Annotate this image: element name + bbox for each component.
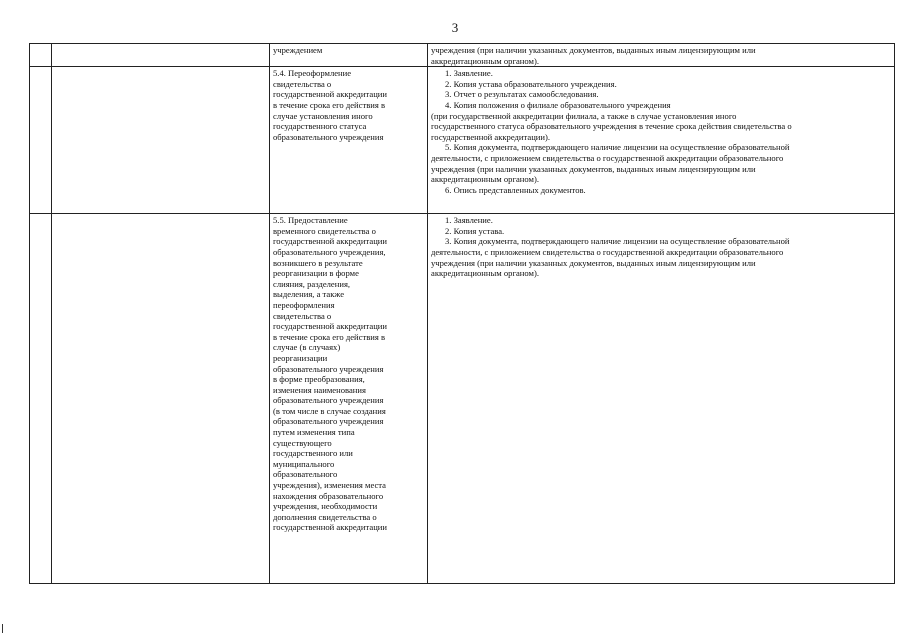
service-line: образовательного	[273, 469, 338, 480]
document-line: 1. Заявление.	[445, 68, 493, 79]
service-line: существующего	[273, 437, 332, 448]
document-line: 4. Копия положения о филиале образовательного учреждения	[445, 99, 671, 110]
document-line: 2. Копия устава образовательного учреждения.	[445, 78, 617, 89]
service-line: (в том числе в случае создания	[273, 405, 386, 416]
service-line: реорганизации	[273, 352, 328, 363]
service-line: образовательного учреждения	[273, 131, 384, 142]
document-line: 3. Копия документа, подтверждающего наличие лицензии на осуществление образовательной	[445, 236, 790, 247]
document-line: учреждения (при наличии указанных документов, выданных иным лицензирующим или	[431, 163, 756, 174]
service-line: случае (в случаях)	[273, 342, 341, 353]
service-line: выделения, а также	[273, 289, 345, 300]
document-line: деятельности, с приложением свидетельства о государственной аккредитации образовательного	[431, 152, 784, 163]
service-line: учреждением	[273, 45, 323, 55]
margin-mark	[2, 624, 3, 633]
service-line: государственной аккредитации	[273, 522, 388, 533]
document-line: учреждения (при наличии указанных документов, выданных иным лицензирующим или	[431, 45, 756, 55]
service-line: нахождения образовательного	[273, 490, 384, 501]
empty-cell	[52, 44, 270, 67]
service-line: государственного или	[273, 448, 353, 459]
table-row	[30, 67, 895, 214]
number-cell	[30, 214, 52, 584]
service-line: учреждения), изменения места	[273, 480, 386, 491]
service-line: в форме преобразования,	[273, 374, 365, 385]
service-line: реорганизации в форме	[273, 268, 359, 279]
document-line: 6. Опись представленных документов.	[445, 184, 586, 195]
service-line: в течение срока его действия в	[273, 99, 386, 110]
service-line: учреждения, необходимости	[273, 501, 378, 512]
empty-cell	[52, 214, 270, 584]
documents-cell	[428, 67, 895, 214]
service-line: 5.4. Переоформление	[273, 68, 352, 79]
service-line: случае установления иного	[273, 110, 373, 121]
document-line: учреждения (при наличии указанных документов, выданных иным лицензирующим или	[431, 257, 756, 268]
document-line: (при государственной аккредитации филиала, а также в случае установления иного	[431, 110, 737, 121]
document-line: государственной аккредитации).	[431, 131, 551, 142]
service-line: переоформления	[273, 299, 335, 310]
document-line: аккредитационным органом).	[431, 55, 539, 66]
service-line: муниципального	[273, 458, 335, 469]
document-line: государственного статуса образовательного учреждения в течение срока действия свидетельства о	[431, 121, 792, 132]
document-line: 3. Отчет о результатах самообследования.	[445, 89, 599, 100]
service-line: слияния, разделения,	[273, 278, 351, 289]
service-line: свидетельства о	[273, 78, 332, 89]
service-line: временного свидетельства о	[273, 225, 376, 236]
service-line: образовательного учреждения	[273, 416, 384, 427]
documents-cell	[428, 44, 895, 67]
document-line: аккредитационным органом).	[431, 174, 539, 185]
service-line: возникшего в результате	[273, 257, 363, 268]
service-cell	[270, 214, 428, 584]
service-line: свидетельства о	[273, 310, 332, 321]
document-line: аккредитационным органом).	[431, 268, 539, 279]
document-line: 2. Копия устава.	[445, 225, 505, 236]
service-line: 5.5. Предоставление	[273, 215, 348, 226]
document-line: деятельности, с приложением свидетельства о государственной аккредитации образовательного	[431, 246, 784, 257]
number-cell	[30, 44, 52, 67]
service-line: государственного статуса	[273, 121, 367, 132]
service-cell	[270, 44, 428, 67]
service-line: государственной аккредитации	[273, 321, 388, 332]
service-line: государственной аккредитации	[273, 236, 388, 247]
empty-cell	[52, 67, 270, 214]
service-line: путем изменения типа	[273, 427, 355, 438]
service-line: образовательного учреждения,	[273, 246, 386, 257]
documents-cell	[428, 214, 895, 584]
service-line: изменения наименования	[273, 384, 366, 395]
service-line: дополнения свидетельства о	[273, 511, 377, 522]
services-table	[29, 43, 895, 584]
service-cell	[270, 67, 428, 214]
document-line: 5. Копия документа, подтверждающего наличие лицензии на осуществление образовательной	[445, 142, 790, 153]
service-line: государственной аккредитации	[273, 89, 388, 100]
service-line: образовательного учреждения	[273, 395, 384, 406]
service-line: в течение срока его действия в	[273, 331, 386, 342]
table-row	[30, 214, 895, 584]
number-cell	[30, 67, 52, 214]
document-line: 1. Заявление.	[445, 215, 493, 226]
table-row	[30, 44, 895, 67]
page-number: 3	[451, 20, 459, 35]
service-line: образовательного учреждения	[273, 363, 384, 374]
